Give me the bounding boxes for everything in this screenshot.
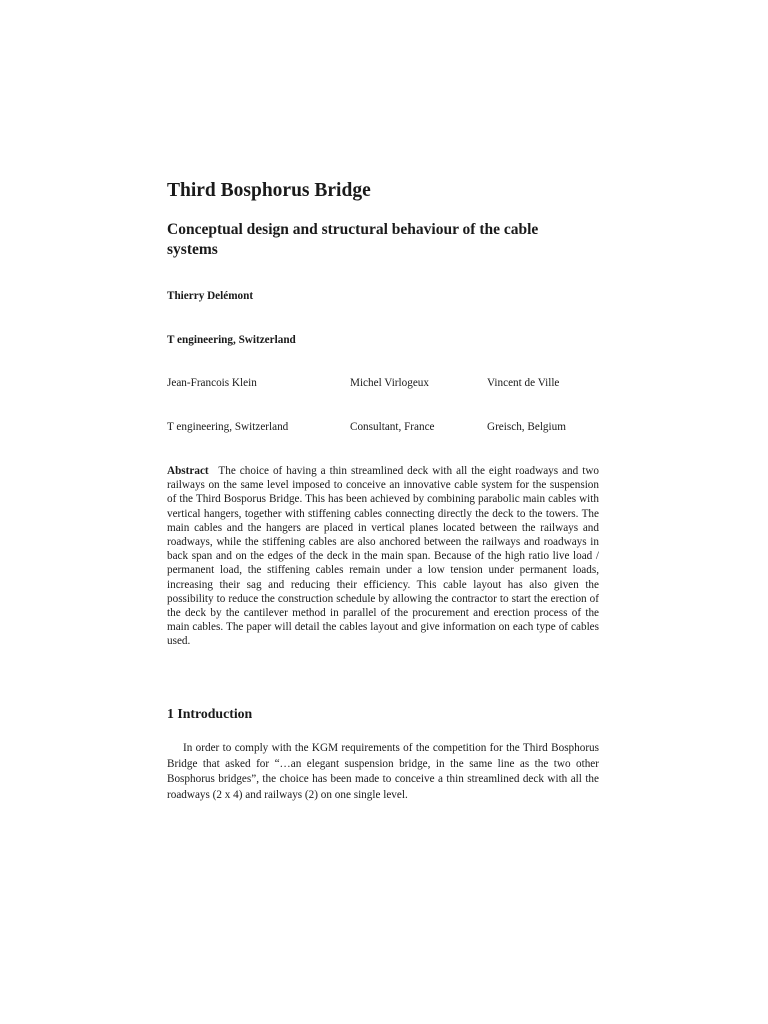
coauthor-affiliation: Consultant, France bbox=[350, 421, 435, 433]
abstract-label: Abstract bbox=[167, 465, 209, 477]
coauthor-name: Michel Virlogeux bbox=[350, 377, 429, 389]
introduction-paragraph: In order to comply with the KGM requirements of the competition for the Third Bosphorus Bridge that asked for “…an elegant suspension bridge, in the same line as the two other Bosphorus bridges”, the choice has been made to conceive a thin streamlined deck with all the roadways (2 x 4) and railways (2) on one single level. bbox=[167, 742, 599, 801]
abstract bbox=[167, 464, 599, 649]
coauthor-row bbox=[167, 376, 599, 392]
section-heading-introduction: 1 Introduction bbox=[167, 706, 253, 721]
main-author: Thierry Delémont bbox=[167, 290, 254, 302]
main-affiliation: T engineering, Switzerland bbox=[167, 334, 296, 346]
paper-title: Third Bosphorus Bridge bbox=[167, 180, 371, 201]
paper-page bbox=[167, 0, 599, 1024]
coauthor-affiliation: Greisch, Belgium bbox=[487, 421, 566, 433]
coauthor-name: Vincent de Ville bbox=[487, 377, 560, 389]
paper-subtitle: Conceptual design and structural behaviour of the cable systems bbox=[167, 221, 539, 258]
coauthor-name: Jean-Francois Klein bbox=[167, 377, 257, 389]
coauthor-affiliation-row bbox=[167, 420, 599, 436]
coauthor-affiliation: T engineering, Switzerland bbox=[167, 421, 289, 433]
abstract-text: The choice of having a thin streamlined deck with all the eight roadways and two railways on the same level imposed to conceive an innovative cable system for the suspension of the Third Bosporus Bridge. This has been achieved by combining parabolic main cables with vertical hangers, together with stiffening cables connecting directly the deck to the towers. The main cables and the hangers are placed in vertical planes located between the railways and roadways, while the stiffening cables are also anchored between the railways and roadways in back span and on the edges of the deck in the main span. Because of the high ratio live load / permanent load, the stiffening cables remain under a low tension under permanent loads, increasing their sag and reducing their efficiency. This cable layout has also given the possibility to reduce the construction schedule by allowing the contractor to start the erection of the deck by the cantilever method in parallel of the procurement and erection process of the main cables. The paper will detail the cables layout and give information on each type of cables used. bbox=[167, 465, 599, 648]
